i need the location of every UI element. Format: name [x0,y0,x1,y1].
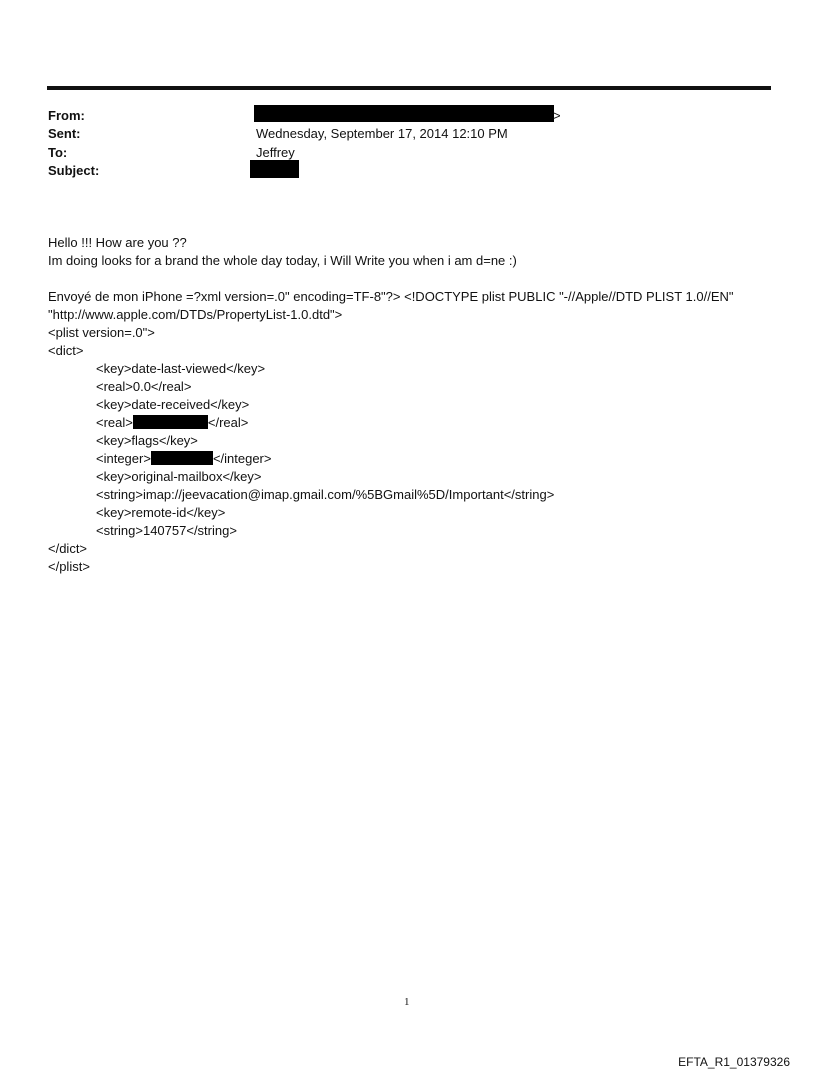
key-date-received: <key>date-received</key> [96,397,250,412]
to-value: Jeffrey [256,145,295,160]
body-line2: Im doing looks for a brand the whole day today, i Will Write you when i am d=ne :) [48,253,517,268]
to-label: To: [48,145,68,160]
sent-label: Sent: [48,126,81,141]
from-trailing: > [553,108,561,123]
real-close-tag: </real> [207,415,249,430]
value-original-mailbox: <string>imap://jeevacation@imap.gmail.com/%5BGmail%5D/Important</string> [96,487,555,502]
signature-line1: Envoyé de mon iPhone =?xml version=.0" encoding=TF-8"?> <!DOCTYPE plist PUBLIC "-//Apple//DTD PLIST 1.0//EN" [48,289,734,304]
subject-redaction [250,160,299,178]
dict-close: </dict> [48,541,88,556]
dict-open: <dict> [48,343,84,358]
integer-open-tag: <integer> [96,451,151,466]
value-remote-id: <string>140757</string> [96,523,237,538]
from-label: From: [48,108,85,123]
flags-redaction [151,451,213,465]
subject-label: Subject: [48,163,100,178]
integer-close-tag: </integer> [212,451,272,466]
plist-close: </plist> [48,559,90,574]
real-open-tag: <real> [96,415,133,430]
key-original-mailbox: <key>original-mailbox</key> [96,469,262,484]
signature-line2: "http://www.apple.com/DTDs/PropertyList-1.0.dtd"> [48,307,343,322]
value-real-zero: <real>0.0</real> [96,379,192,394]
page-number: 1 [404,996,410,1008]
body-greeting: Hello !!! How are you ?? [48,235,187,250]
sent-value: Wednesday, September 17, 2014 12:10 PM [256,126,508,141]
header-rule [47,86,771,90]
key-remote-id: <key>remote-id</key> [96,505,226,520]
value-date-received [96,414,248,432]
document-id: EFTA_R1_01379326 [678,1055,790,1069]
key-date-last-viewed: <key>date-last-viewed</key> [96,361,266,376]
key-flags: <key>flags</key> [96,433,198,448]
date-received-redaction [133,415,208,429]
value-flags [96,450,271,468]
plist-open: <plist version=.0"> [48,325,155,340]
from-redaction [254,105,554,122]
